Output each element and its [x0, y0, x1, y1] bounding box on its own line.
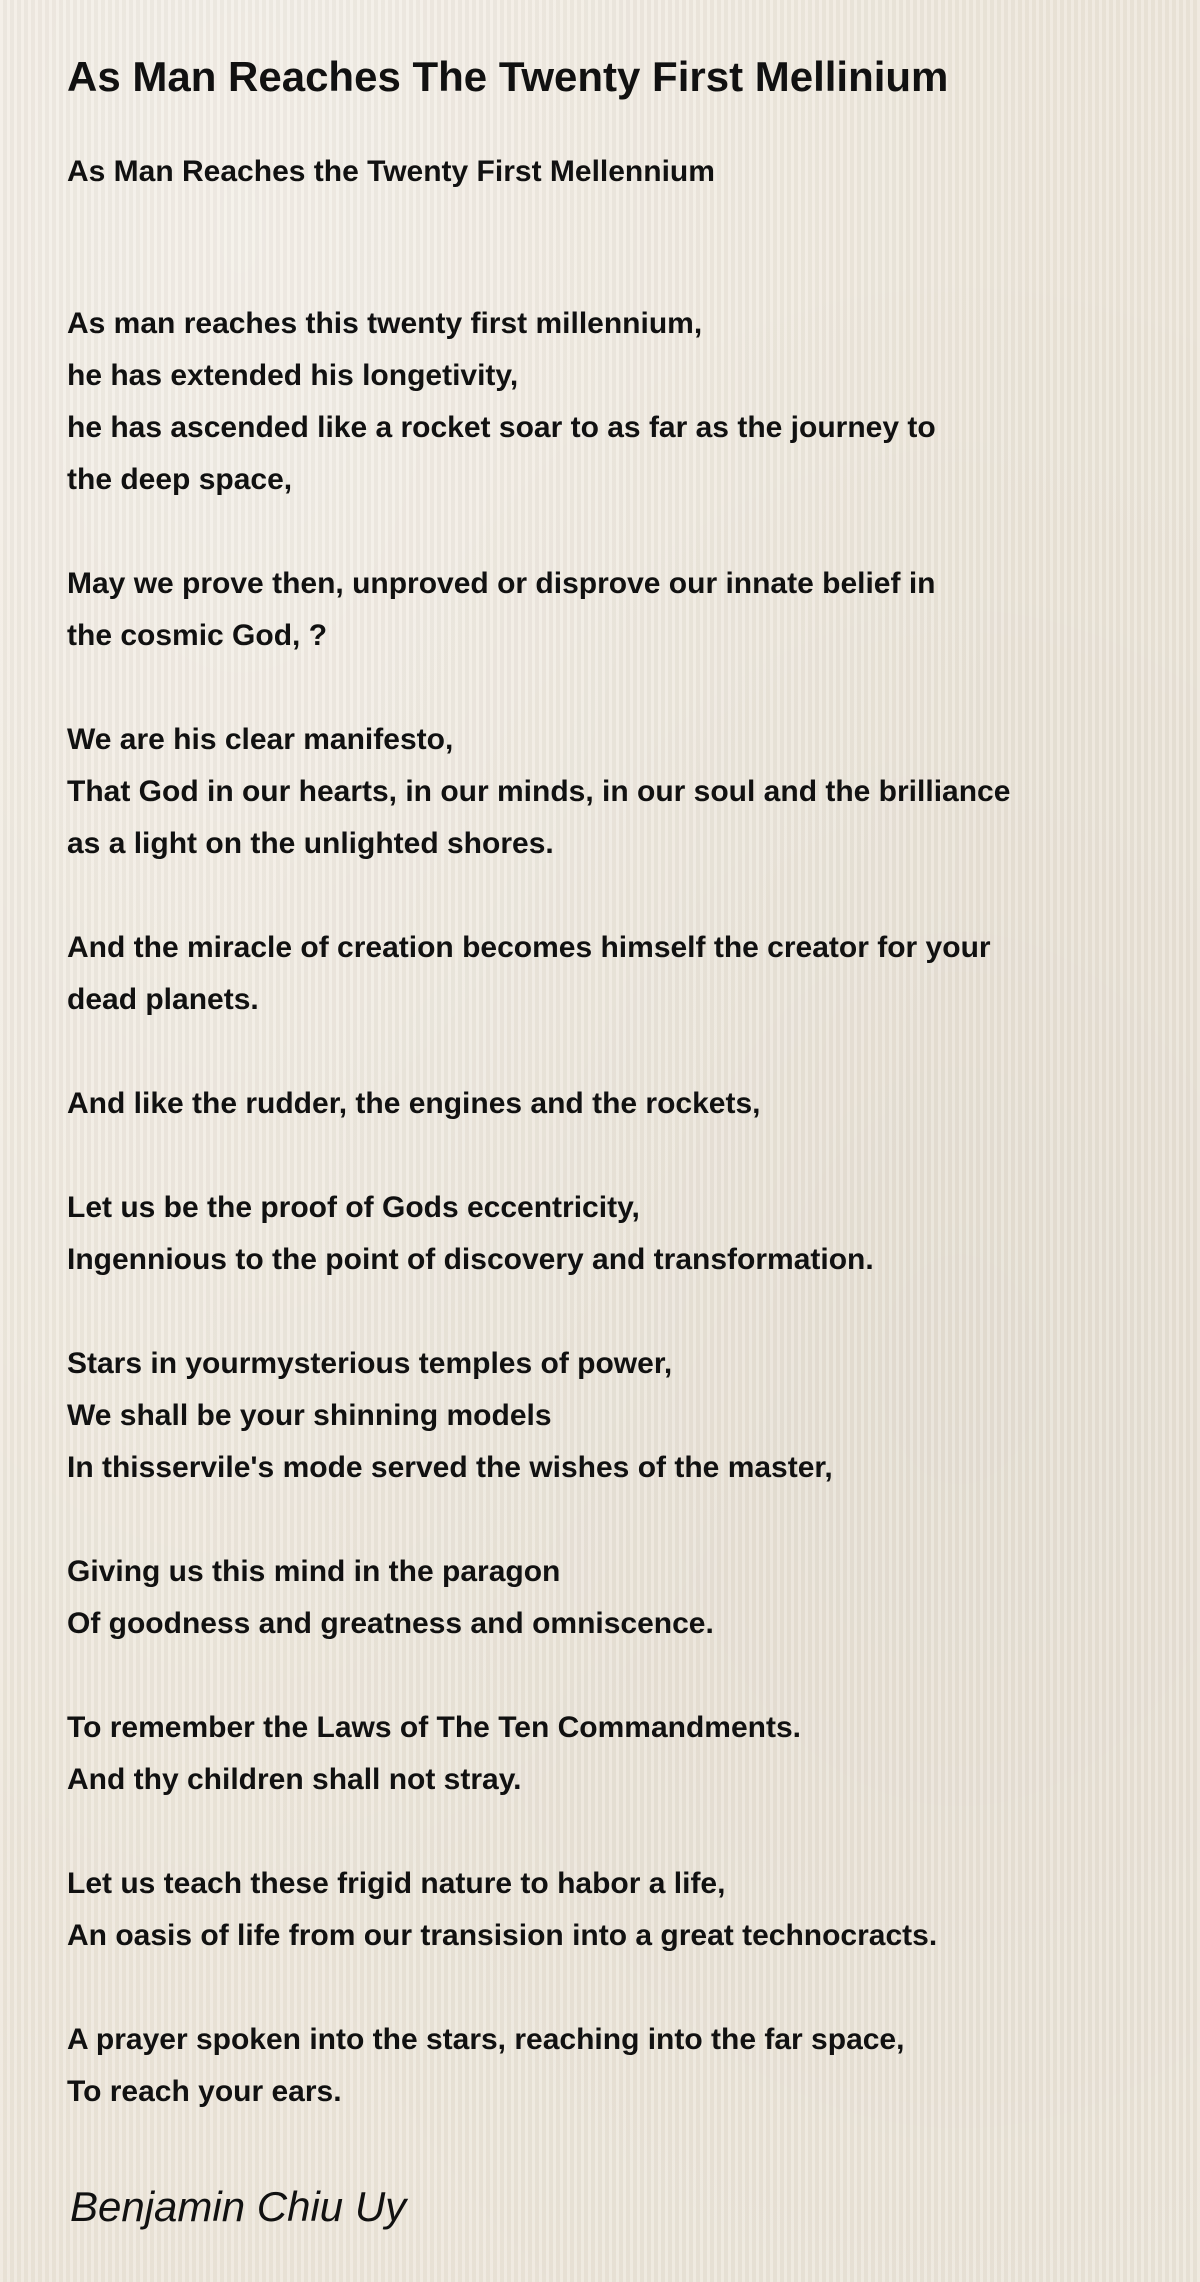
poem-stanza — [67, 298, 1147, 506]
poem-line: dead planets. — [67, 983, 259, 1016]
poem-body — [67, 298, 1147, 2118]
poem-line: Giving us this mind in the paragon — [67, 1555, 561, 1588]
poem-author: Benjamin Chiu Uy — [70, 2183, 407, 2230]
poem-line: May we prove then, unproved or disprove our innate belief in — [67, 567, 936, 600]
poem-stanza — [67, 1858, 1147, 1962]
poem-subtitle: As Man Reaches the Twenty First Mellennium — [67, 155, 715, 188]
poem-line: Stars in yourmysterious temples of power, — [67, 1347, 673, 1380]
poem-line: A prayer spoken into the stars, reaching into the far space, — [67, 2023, 905, 2056]
poem-line: In thisservile's mode served the wishes of the master, — [67, 1451, 833, 1484]
poem-line: An oasis of life from our transision into a great technocracts. — [67, 1919, 938, 1952]
poem-stanza — [67, 558, 1147, 662]
poem-line: We are his clear manifesto, — [67, 723, 454, 756]
poem-stanza — [67, 1182, 1147, 1286]
poem-line: As man reaches this twenty first millennium, — [67, 307, 703, 340]
poem-line: he has extended his longetivity, — [67, 359, 519, 392]
poem-line: Let us be the proof of Gods eccentricity, — [67, 1191, 640, 1224]
poem-line: the deep space, — [67, 463, 293, 496]
poem-line: And the miracle of creation becomes himself the creator for your — [67, 931, 991, 964]
poem-line: To remember the Laws of The Ten Commandments. — [67, 1711, 802, 1744]
poem-line: Let us teach these frigid nature to habor a life, — [67, 1867, 726, 1900]
poem-line: he has ascended like a rocket soar to as far as the journey to — [67, 411, 936, 444]
poem-stanza — [67, 1702, 1147, 1806]
poem-stanza — [67, 2014, 1147, 2118]
poem-line: Ingennious to the point of discovery and transformation. — [67, 1243, 874, 1276]
poem-stanza — [67, 1078, 1147, 1130]
poem-stanza — [67, 1338, 1147, 1494]
poem-line: That God in our hearts, in our minds, in our soul and the brilliance — [67, 775, 1011, 808]
poem-line: as a light on the unlighted shores. — [67, 827, 554, 860]
poem-title: As Man Reaches The Twenty First Mellinium — [67, 53, 949, 100]
poem-stanza — [67, 714, 1147, 870]
poem-line: To reach your ears. — [67, 2075, 342, 2108]
poem-line: And thy children shall not stray. — [67, 1763, 522, 1796]
poem-container — [67, 48, 1147, 2170]
poem-line: We shall be your shinning models — [67, 1399, 552, 1432]
poem-stanza — [67, 1546, 1147, 1650]
poem-line: the cosmic God, ? — [67, 619, 328, 652]
poem-line: Of goodness and greatness and omniscence. — [67, 1607, 714, 1640]
poem-line: And like the rudder, the engines and the rockets, — [67, 1087, 761, 1120]
poem-stanza — [67, 922, 1147, 1026]
